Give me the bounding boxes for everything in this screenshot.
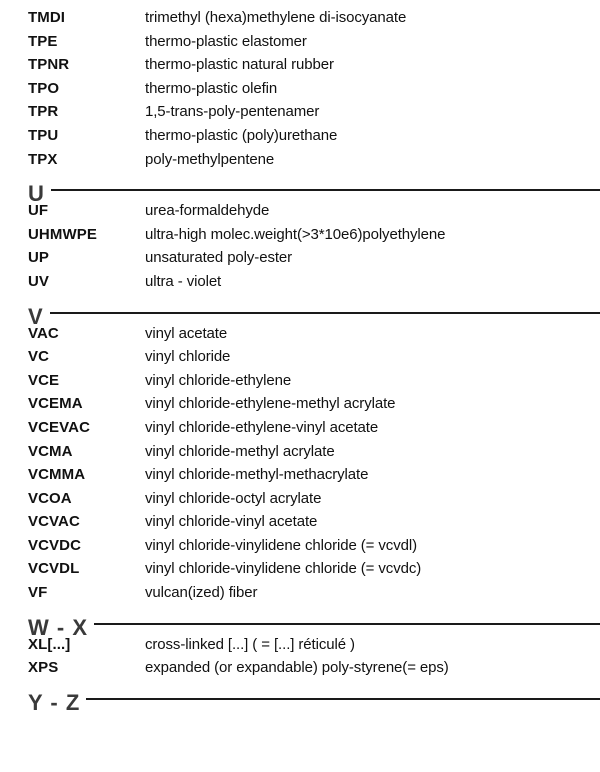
section-heading (28, 682, 600, 714)
entry-abbreviation: TPX (28, 150, 58, 168)
glossary-entry (28, 510, 600, 534)
entry-abbreviation: VCE (28, 371, 60, 389)
entry-definition: vulcan(ized) fiber (145, 584, 258, 602)
glossary-entry (28, 322, 600, 346)
entry-abbreviation: UF (28, 202, 49, 220)
section-letter: V (28, 303, 44, 329)
entry-abbreviation: VC (28, 348, 50, 366)
glossary-entry (28, 440, 600, 464)
glossary-entry (28, 633, 600, 657)
section-divider (51, 189, 600, 191)
glossary-entry (28, 6, 600, 30)
entry-definition: vinyl chloride-vinylidene chloride (= vcvdc) (145, 560, 422, 578)
entry-definition: ultra - violet (145, 272, 222, 290)
entry-abbreviation: VCMA (28, 442, 73, 460)
glossary-entry (28, 392, 600, 416)
glossary-section (28, 296, 600, 605)
entry-definition: vinyl chloride-vinyl acetate (145, 513, 318, 531)
glossary-entry (28, 223, 600, 247)
entry-abbreviation: VAC (28, 324, 59, 342)
glossary-entry (28, 100, 600, 124)
glossary-entry (28, 148, 600, 172)
glossary-section (28, 607, 600, 680)
glossary-entry (28, 246, 600, 270)
glossary-entry (28, 416, 600, 440)
entry-definition: thermo-plastic (poly)urethane (145, 126, 338, 144)
glossary-entry (28, 487, 600, 511)
entry-abbreviation: TPU (28, 126, 59, 144)
glossary-section (28, 682, 600, 714)
entry-definition: expanded (or expandable) poly-styrene(= eps) (145, 659, 449, 677)
section-divider (50, 312, 600, 314)
glossary-entry (28, 463, 600, 487)
glossary-entry (28, 77, 600, 101)
entry-abbreviation: TMDI (28, 9, 66, 26)
entry-abbreviation: VCVDC (28, 536, 82, 554)
section-letter: U (28, 181, 45, 207)
entry-definition: thermo-plastic olefin (145, 79, 278, 97)
glossary-entry (28, 53, 600, 77)
glossary-entry (28, 124, 600, 148)
entry-abbreviation: UV (28, 272, 50, 290)
entry-abbreviation: UP (28, 249, 50, 267)
glossary-entry (28, 270, 600, 294)
glossary-entry (28, 30, 600, 54)
glossary-entry (28, 656, 600, 680)
glossary-entry (28, 345, 600, 369)
section-divider (86, 698, 600, 700)
entry-definition: vinyl chloride-vinylidene chloride (= vcvdl) (145, 536, 417, 554)
section-letter: W - X (28, 614, 88, 640)
entry-definition: vinyl chloride-methyl acrylate (145, 442, 335, 460)
glossary-entry (28, 557, 600, 581)
entry-abbreviation: TPE (28, 32, 58, 50)
entry-abbreviation: XL[...] (28, 635, 71, 653)
entry-definition: unsaturated poly-ester (145, 249, 293, 267)
glossary-entry (28, 199, 600, 223)
entry-abbreviation: TPO (28, 79, 60, 97)
section-letter: Y - Z (28, 689, 81, 715)
entry-abbreviation: VF (28, 584, 48, 602)
entry-abbreviation: VCVAC (28, 513, 80, 531)
entry-abbreviation: VCMMA (28, 466, 86, 484)
entry-definition: poly-methylpentene (145, 150, 275, 168)
glossary-entry (28, 581, 600, 605)
entry-definition: trimethyl (hexa)methylene di-isocyanate (145, 9, 407, 26)
entry-abbreviation: TPR (28, 103, 59, 121)
glossary-section (28, 173, 600, 293)
entry-definition: 1,5-trans-poly-pentenamer (145, 103, 320, 121)
entry-abbreviation: VCEMA (28, 395, 83, 413)
entry-definition: vinyl chloride (145, 348, 231, 366)
entry-definition: vinyl chloride-ethylene-methyl acrylate (145, 395, 396, 413)
entry-abbreviation: TPNR (28, 56, 70, 74)
entry-definition: vinyl chloride-ethylene-vinyl acetate (145, 418, 379, 436)
section-divider (94, 623, 600, 625)
abbreviation-glossary (28, 6, 600, 715)
entry-definition: vinyl chloride-octyl acrylate (145, 489, 322, 507)
glossary-entry (28, 534, 600, 558)
entry-abbreviation: VCOA (28, 489, 72, 507)
glossary-section (28, 6, 600, 171)
entry-definition: urea-formaldehyde (145, 202, 270, 220)
glossary-entry (28, 369, 600, 393)
entry-definition: thermo-plastic natural rubber (145, 56, 334, 74)
entry-definition: ultra-high molec.weight(>3*10e6)polyethylene (145, 225, 446, 243)
entry-definition: cross-linked [...] ( = [...] réticulé ) (145, 635, 355, 653)
entry-definition: vinyl acetate (145, 324, 228, 342)
entry-definition: thermo-plastic elastomer (145, 32, 307, 50)
entry-definition: vinyl chloride-methyl-methacrylate (145, 466, 369, 484)
entry-abbreviation: VCEVAC (28, 418, 90, 436)
entry-definition: vinyl chloride-ethylene (145, 371, 292, 389)
entry-abbreviation: VCVDL (28, 560, 80, 578)
entry-abbreviation: UHMWPE (28, 225, 97, 243)
entry-abbreviation: XPS (28, 659, 59, 677)
